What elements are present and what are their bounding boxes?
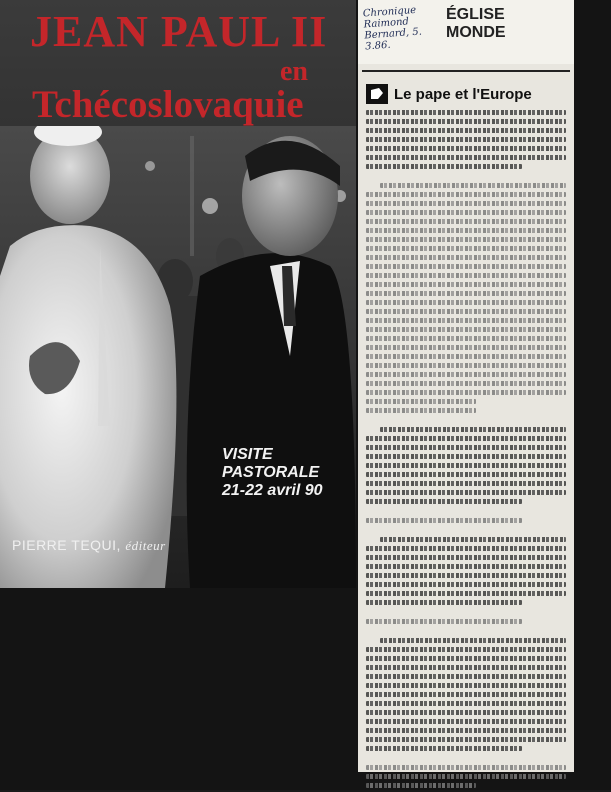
text-line (366, 192, 566, 197)
text-line (366, 710, 566, 715)
text-line (366, 137, 566, 142)
text-line (366, 454, 566, 459)
text-line (366, 390, 566, 395)
cover-photograph (0, 126, 356, 588)
text-line (366, 719, 566, 724)
text-line (366, 591, 566, 596)
text-line (366, 291, 566, 296)
text-line (366, 728, 566, 733)
text-line (366, 372, 566, 377)
text-line (366, 481, 566, 486)
text-line (380, 427, 566, 432)
text-line (366, 774, 566, 779)
clipping-heading (366, 84, 532, 104)
text-line (366, 783, 476, 788)
publisher-name: PIERRE TEQUI, (12, 537, 121, 553)
text-line (366, 264, 566, 269)
handwritten-note: Chronique Raimond Bernard, 5. 3.86. (362, 4, 423, 53)
text-line (366, 119, 566, 124)
text-line (366, 128, 566, 133)
text-line (366, 518, 522, 523)
text-line (366, 363, 566, 368)
text-line (366, 665, 566, 670)
text-line (366, 381, 566, 386)
text-line (366, 692, 566, 697)
text-line (366, 318, 566, 323)
text-line (380, 537, 566, 542)
cover-title: JEAN PAUL II (30, 7, 328, 56)
text-line (366, 564, 566, 569)
text-line (366, 674, 566, 679)
text-line (366, 300, 566, 305)
text-line (366, 228, 566, 233)
text-line (366, 600, 522, 605)
text-line (366, 399, 476, 404)
text-line (366, 246, 566, 251)
text-line (366, 619, 522, 624)
text-line (366, 746, 522, 751)
publication-stamp (446, 6, 506, 42)
text-line (366, 309, 566, 314)
text-line (366, 255, 566, 260)
clipping-body-text (366, 110, 566, 792)
text-line (366, 472, 566, 477)
text-line (366, 210, 566, 215)
publisher-line (12, 537, 166, 554)
text-line (366, 237, 566, 242)
text-line (366, 499, 522, 504)
text-line (366, 219, 566, 224)
text-line (366, 164, 522, 169)
visit-line-2: PASTORALE (222, 464, 320, 481)
text-line (366, 573, 566, 578)
clipping-separator (362, 70, 570, 72)
visit-caption (222, 446, 323, 500)
text-line (366, 155, 566, 160)
text-line (366, 273, 566, 278)
text-line (366, 445, 566, 450)
visit-date: 21-22 avril 90 (222, 482, 323, 499)
publisher-suffix: éditeur (125, 538, 166, 553)
text-line (366, 765, 566, 770)
visit-line-1: VISITE (222, 446, 273, 463)
text-line (366, 336, 566, 341)
text-line (366, 327, 566, 332)
cover-title-country: Tchécoslovaquie (32, 83, 304, 126)
text-line (366, 490, 566, 495)
cover-title-en: en (280, 56, 308, 87)
text-line (366, 436, 566, 441)
text-line (366, 546, 566, 551)
text-line (366, 201, 566, 206)
text-line (366, 146, 566, 151)
text-line (366, 282, 566, 287)
book-cover (0, 0, 356, 588)
text-line (366, 463, 566, 468)
text-line (366, 656, 566, 661)
text-line (366, 582, 566, 587)
text-line (380, 183, 566, 188)
text-line (366, 555, 566, 560)
text-line (366, 683, 566, 688)
stamp-line-2: MONDE (446, 24, 506, 41)
clipping-headline: Le pape et l'Europe (394, 85, 532, 103)
text-line (366, 110, 566, 115)
text-line (380, 638, 566, 643)
newspaper-clipping (358, 0, 574, 772)
text-line (366, 737, 566, 742)
text-line (366, 701, 566, 706)
text-line (366, 345, 566, 350)
stamp-line-1: ÉGLISE (446, 6, 505, 23)
section-marker-icon (366, 84, 388, 104)
text-line (366, 354, 566, 359)
text-line (366, 408, 476, 413)
text-line (366, 647, 566, 652)
